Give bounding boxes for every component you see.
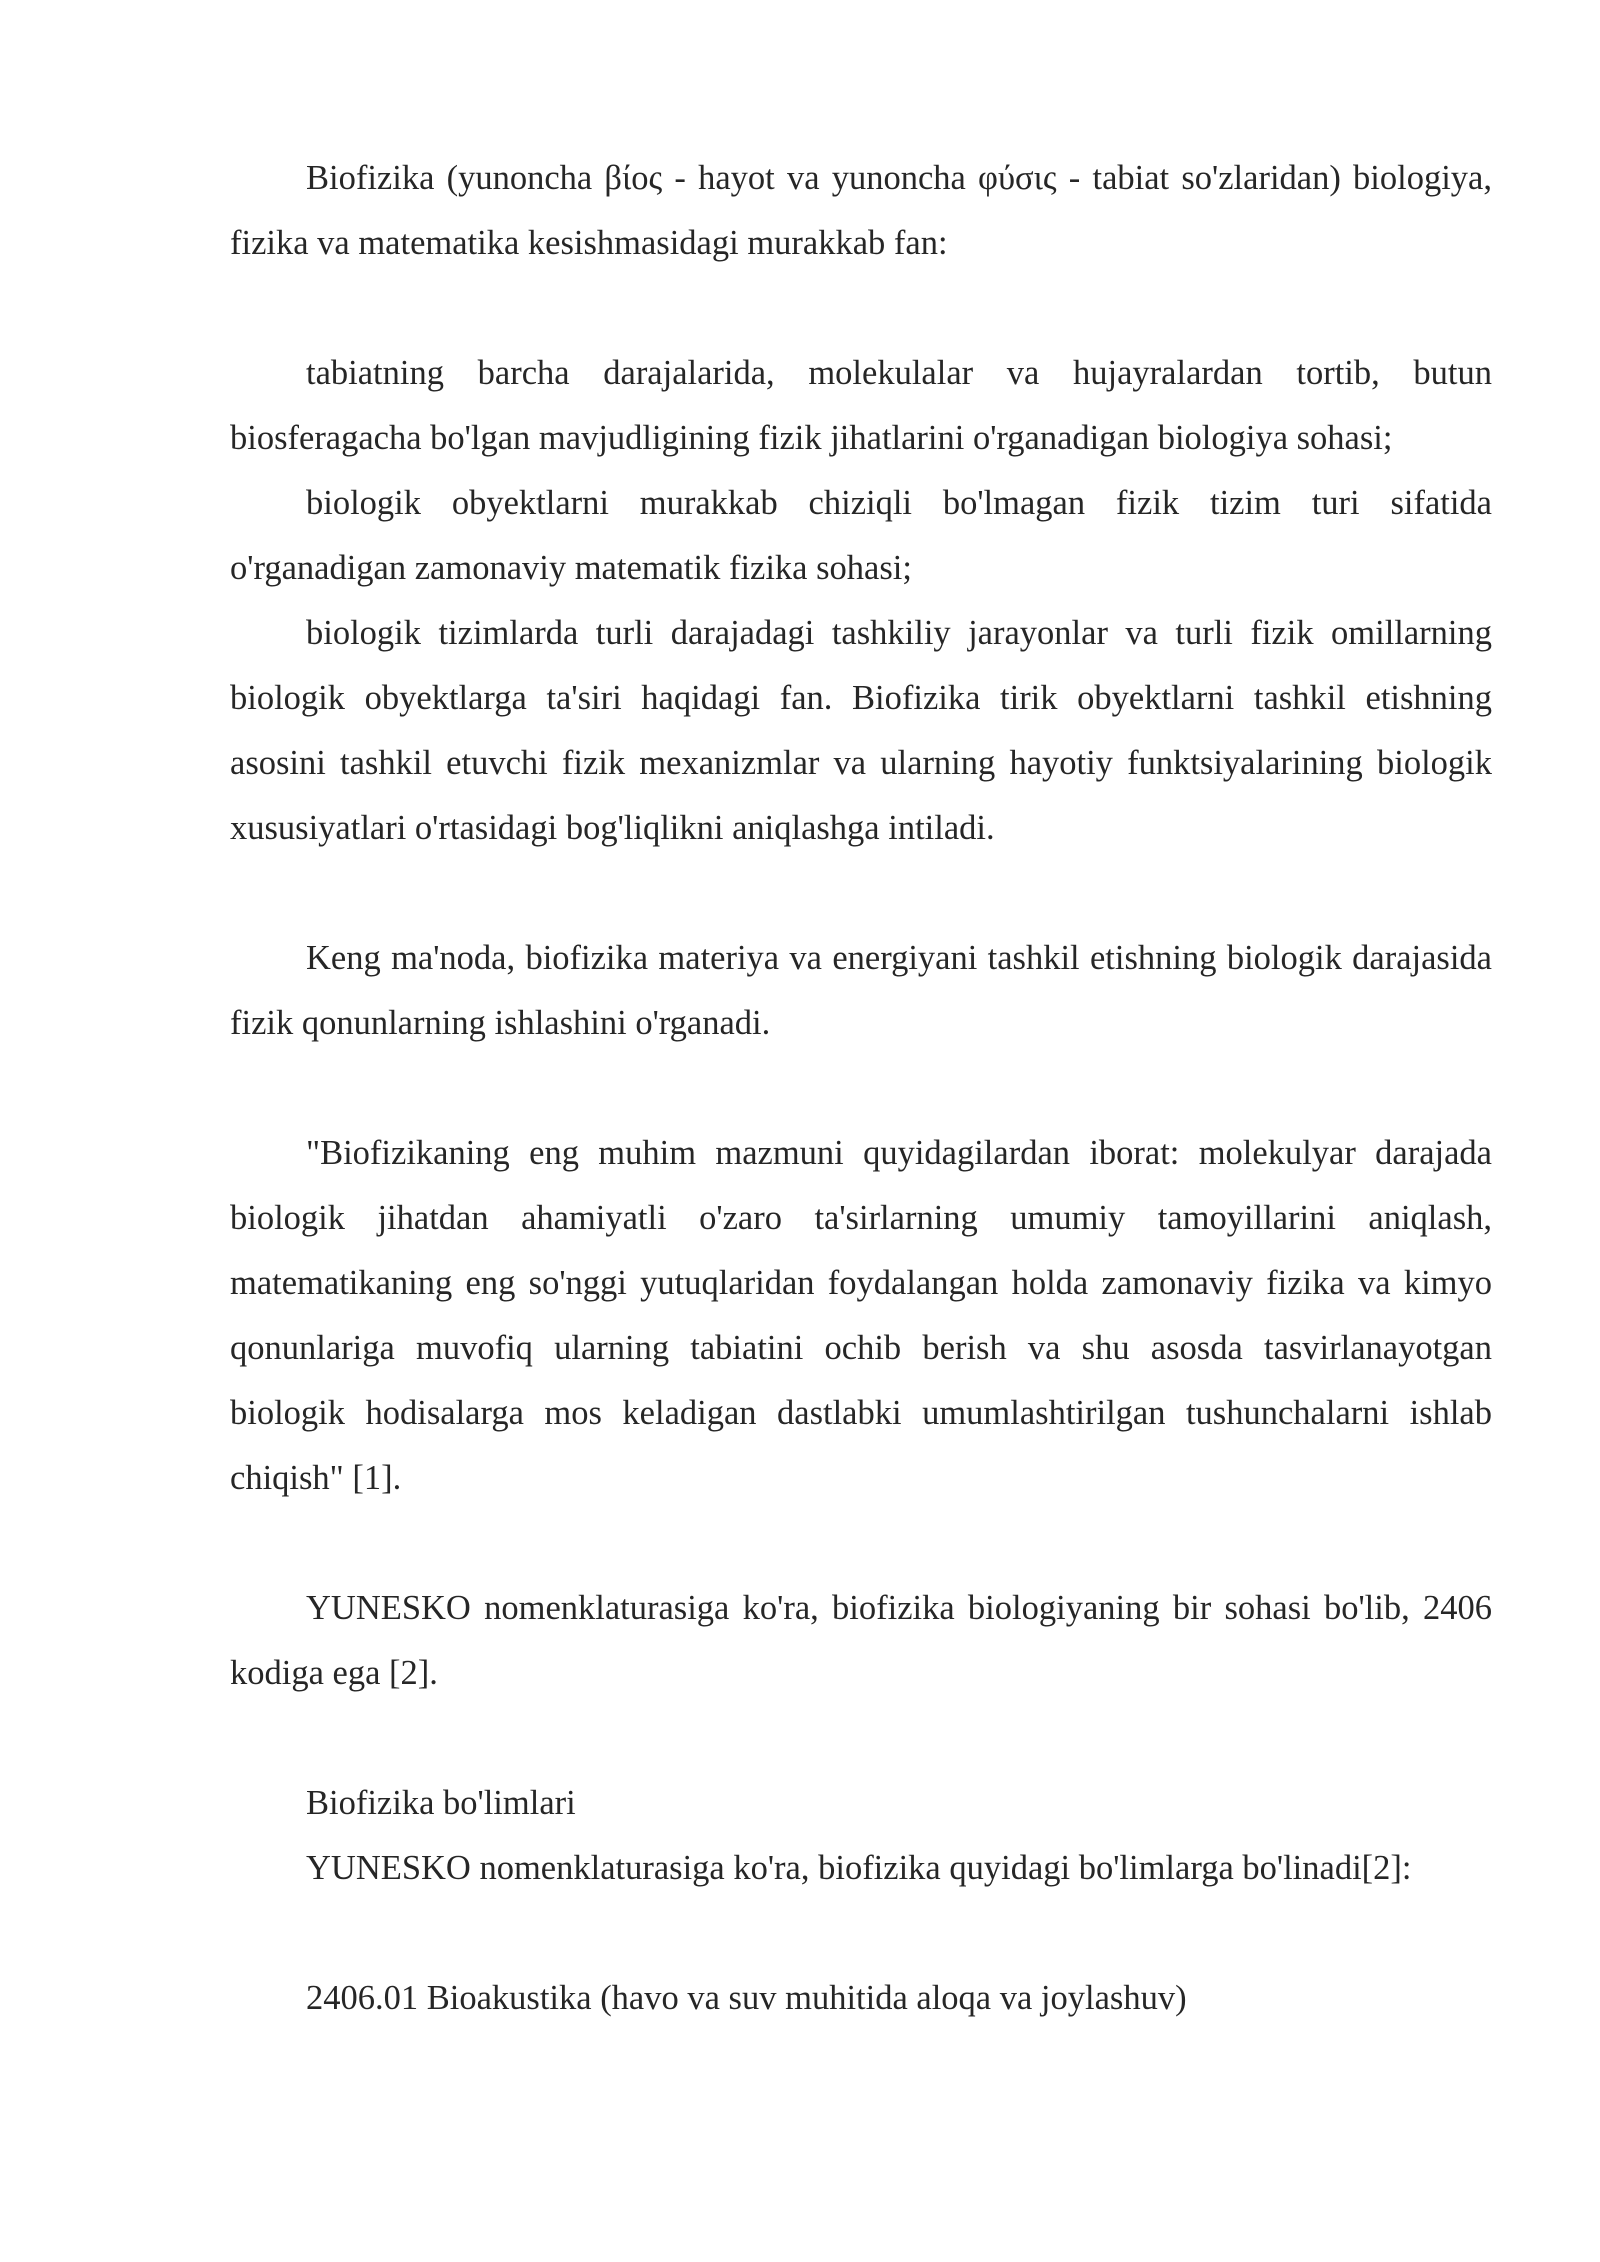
- paragraph-gap: [230, 1056, 1492, 1121]
- paragraph-unesco-sections: YUNESKO nomenklaturasiga ko'ra, biofizika quyidagi bo'limlarga bo'linadi[2]:: [306, 1849, 1412, 1887]
- section-heading: Biofizika bo'limlari: [306, 1784, 576, 1822]
- paragraph-broad-sense: Keng ma'noda, biofizika materiya va energiyani tashkil etishning biologik darajasida fizik qonunlarning ishlashini o'rganadi.: [230, 939, 1492, 1042]
- list-item-bioacoustics: 2406.01 Bioakustika (havo va suv muhitida aloqa va joylashuv): [306, 1979, 1187, 2017]
- paragraph-definition-item-2: biologik obyektlarni murakkab chiziqli bo'lmagan fizik tizim turi sifatida o'rganadigan zamonaviy matematik fizika sohasi;: [230, 484, 1492, 587]
- paragraph-definition: Biofizika (yunoncha βίος - hayot va yunoncha φύσις - tabiat so'zlaridan) biologiya, fizika va matematika kesishmasidagi murakkab fan:: [230, 159, 1492, 262]
- paragraph-gap: [230, 1706, 1492, 1771]
- paragraph-gap: [230, 276, 1492, 341]
- paragraph-quote: "Biofizikaning eng muhim mazmuni quyidagilardan iborat: molekulyar darajada biologik jihatdan ahamiyatli o'zaro ta'sirlarning umumiy tamoyillarini aniqlash, matematikaning eng so'nggi yutuqlaridan foydalangan holda zamonaviy fizika va kimyo qonunlariga muvofiq ularning tabiatini ochib berish va shu asosda tasvirlanayotgan biologik hodisalarga mos keladigan dastlabki umumlashtirilgan tushunchalarni ishlab chiqish" [1].: [230, 1134, 1492, 1497]
- paragraph-definition-item-3: biologik tizimlarda turli darajadagi tashkiliy jarayonlar va turli fizik omillarning biologik obyektlarga ta'siri haqidagi fan. Biofizika tirik obyektlarni tashkil etishning asosini tashkil etuvchi fizik mexanizmlar va ularning hayotiy funktsiyalarining biologik xususiyatlari o'rtasidagi bog'liqlikni aniqlashga intiladi.: [230, 614, 1492, 847]
- paragraph-gap: [230, 861, 1492, 926]
- paragraph-unesco-code: YUNESKO nomenklaturasiga ko'ra, biofizika biologiyaning bir sohasi bo'lib, 2406 kodiga ega [2].: [230, 1589, 1492, 1692]
- document-page: [230, 146, 1492, 2031]
- paragraph-definition-item-1: tabiatning barcha darajalarida, molekulalar va hujayralardan tortib, butun biosferagacha bo'lgan mavjudligining fizik jihatlarini o'rganadigan biologiya sohasi;: [230, 354, 1492, 457]
- paragraph-gap: [230, 1511, 1492, 1576]
- paragraph-gap: [230, 1901, 1492, 1966]
